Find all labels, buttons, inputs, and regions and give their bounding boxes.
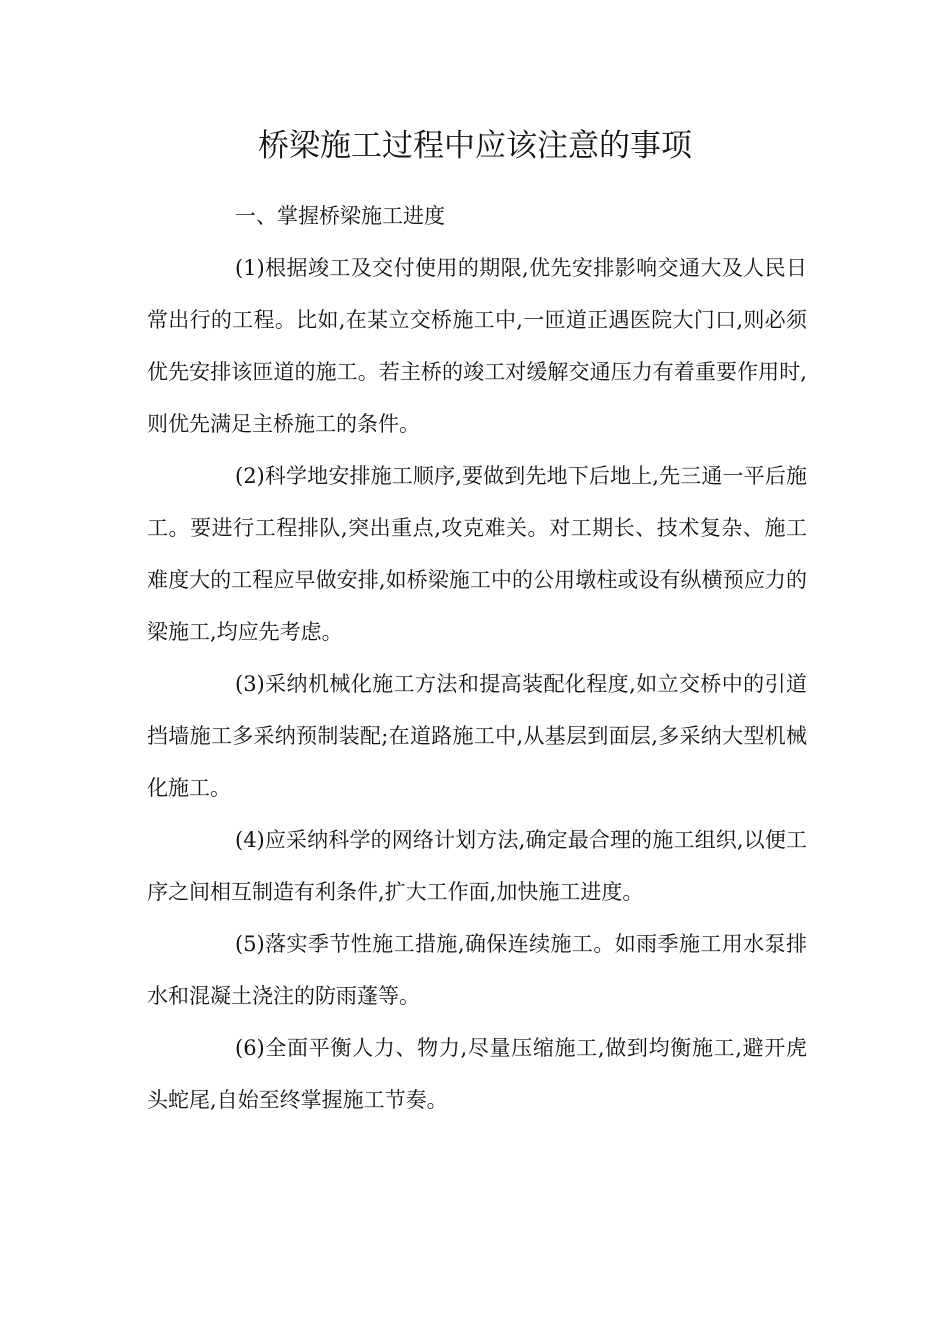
document-body <box>147 190 807 1126</box>
paragraph-4: (4)应采纳科学的网络计划方法,确定最合理的施工组织,以便工序之间相互制造有利条件,扩大工作面,加快施工进度。 <box>147 828 807 904</box>
paragraph-6: (6)全面平衡人力、物力,尽量压缩施工,做到均衡施工,避开虎头蛇尾,自始至终掌握施工节奏。 <box>147 1036 807 1112</box>
document-title: 桥梁施工过程中应该注意的事项 <box>258 128 692 164</box>
paragraph-1: (1)根据竣工及交付使用的期限,优先安排影响交通大及人民日常出行的工程。比如,在某立交桥施工中,一匝道正遇医院大门口,则必须优先安排该匝道的施工。若主桥的竣工对缓解交通压力有着重要作用时,则优先满足主桥施工的条件。 <box>147 256 807 436</box>
paragraph-2: (2)科学地安排施工顺序,要做到先地下后地上,先三通一平后施工。要进行工程排队,突出重点,攻克难关。对工期长、技术复杂、施工难度大的工程应早做安排,如桥梁施工中的公用墩柱或设有纵横预应力的梁施工,均应先考虑。 <box>147 464 807 644</box>
section-heading: 一、掌握桥梁施工进度 <box>235 204 445 228</box>
paragraph-5: (5)落实季节性施工措施,确保连续施工。如雨季施工用水泵排水和混凝土浇注的防雨蓬等。 <box>147 932 807 1008</box>
paragraph-3: (3)采纳机械化施工方法和提高装配化程度,如立交桥中的引道挡墙施工多采纳预制装配;在道路施工中,从基层到面层,多采纳大型机械化施工。 <box>147 672 807 800</box>
